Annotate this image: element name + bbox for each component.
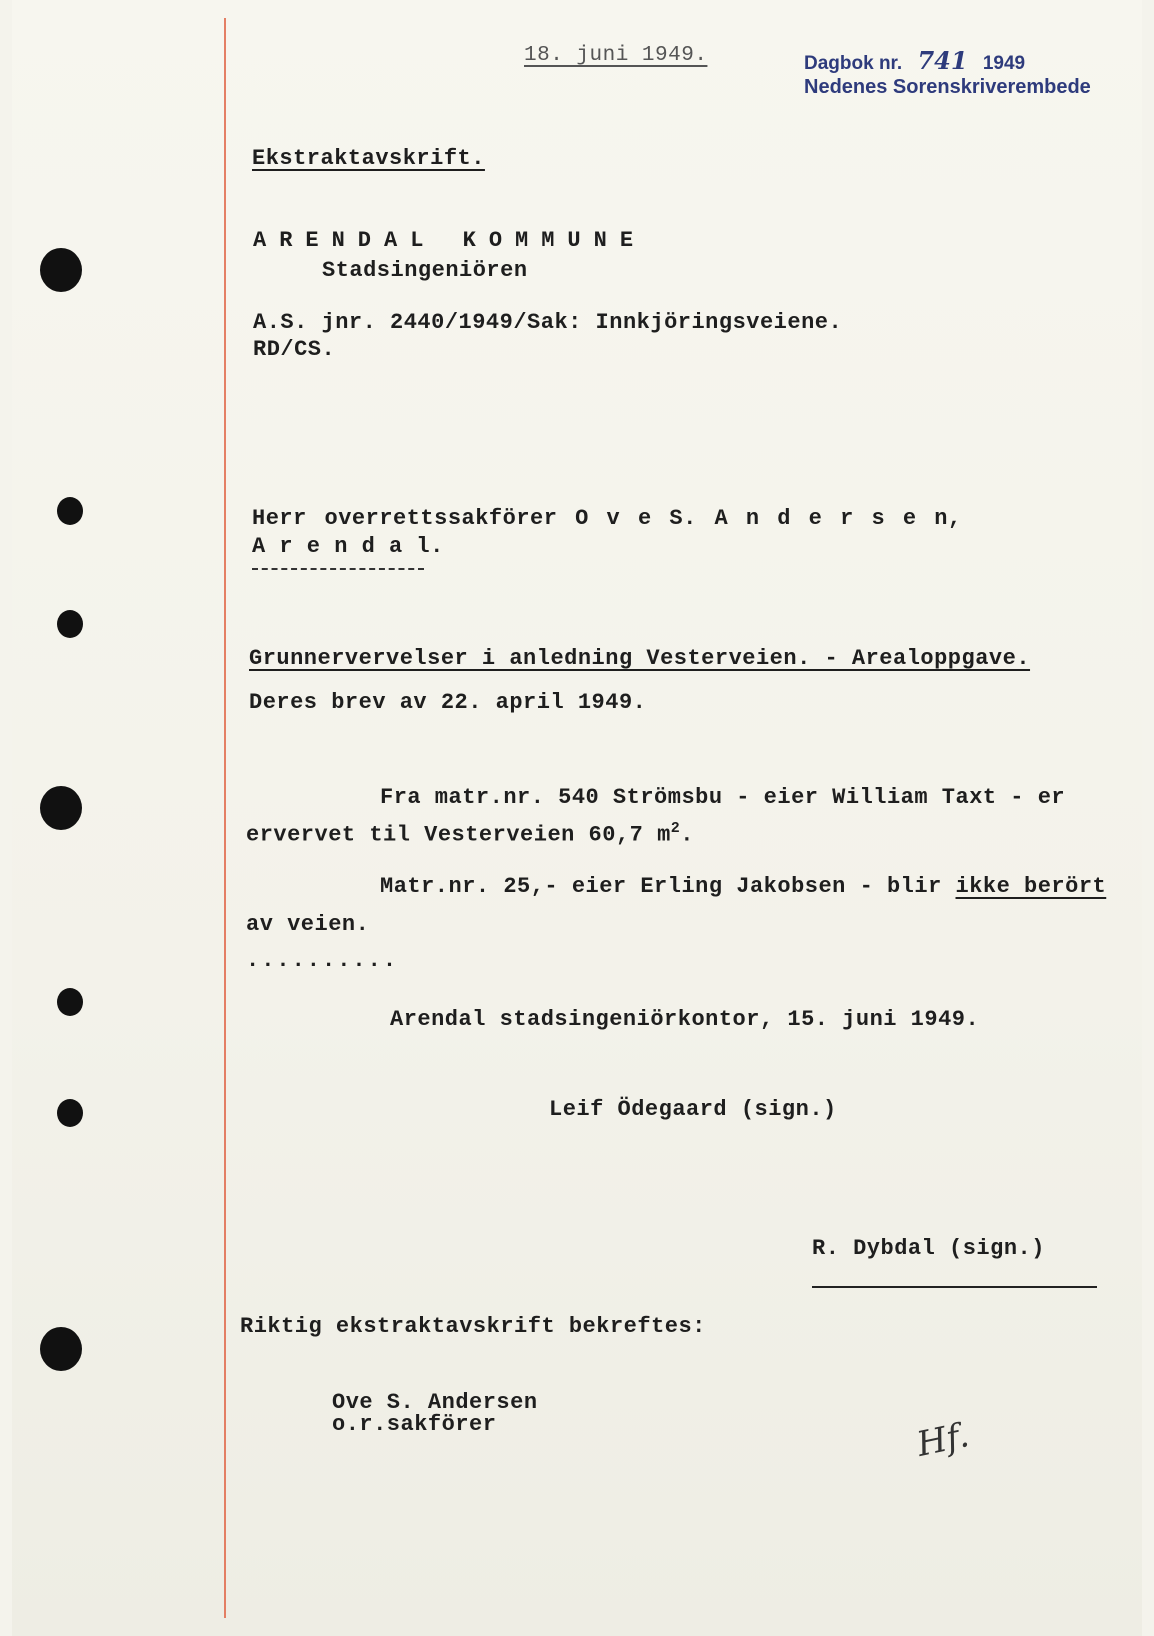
body-p1-end: .	[680, 822, 694, 848]
sender-dept: Stadsingeniören	[322, 258, 528, 283]
body-p2-text: Matr.nr. 25,- eier Erling Jakobsen - blir	[380, 874, 956, 899]
sender-ref: A.S. jnr. 2440/1949/Sak: Innkjöringsveiene.	[253, 310, 843, 335]
punch-hole	[57, 988, 83, 1016]
document-title: Ekstraktavskrift.	[252, 146, 485, 171]
certifier-name: Ove S. Andersen	[332, 1390, 538, 1415]
stamp-number: 741	[917, 46, 968, 75]
subject-line: Grunnervervelser i anledning Vesterveien. - Arealoppgave.	[249, 646, 1031, 671]
stamp-label: Dagbok nr.	[804, 53, 903, 74]
body-p2-emphasis: ikke berört	[955, 874, 1107, 899]
body-p2-line1	[380, 874, 1106, 899]
signature-rule	[812, 1286, 1097, 1288]
certification-line: Riktig ekstraktavskrift bekreftes:	[240, 1314, 706, 1339]
body-p1-line1: Fra matr.nr. 540 Strömsbu - eier William Taxt - er	[380, 785, 1066, 810]
omission-dots: ..........	[246, 948, 399, 973]
stamp-office: Nedenes Sorenskriverembede	[804, 76, 1091, 98]
registry-stamp	[804, 46, 1025, 75]
margin-line	[224, 18, 226, 1618]
body-p1-text: ervervet til Vesterveien 60,7 m	[246, 822, 671, 848]
recipient-underline	[252, 568, 424, 570]
recipient-line2: A r e n d a l.	[252, 534, 444, 559]
header-date: 18. juni 1949.	[524, 44, 708, 67]
reference-line: Deres brev av 22. april 1949.	[249, 690, 647, 715]
place-date: Arendal stadsingeniörkontor, 15. juni 1949.	[390, 1007, 980, 1032]
punch-hole	[57, 1099, 83, 1127]
stamp-year: 1949	[982, 53, 1026, 74]
body-p1-sup: 2	[670, 820, 681, 837]
document-page	[12, 0, 1142, 1636]
punch-hole	[40, 1327, 82, 1371]
punch-hole	[57, 610, 83, 638]
signature-1: Leif Ödegaard (sign.)	[549, 1097, 837, 1122]
sender-org: ARENDAL KOMMUNE	[253, 228, 647, 253]
body-p2-line2: av veien.	[246, 912, 370, 937]
certifier-title: o.r.sakförer	[332, 1412, 497, 1437]
recipient-line1: Herr overrettssakförer O v e S. A n d e r s e n,	[252, 506, 962, 531]
signature-2: R. Dybdal (sign.)	[812, 1236, 1045, 1261]
punch-hole	[40, 786, 82, 830]
body-p1-line2	[246, 820, 694, 847]
sender-initials: RD/CS.	[253, 337, 336, 362]
handwritten-initials: Hf.	[913, 1415, 973, 1465]
punch-hole	[57, 497, 83, 525]
punch-hole	[40, 248, 82, 292]
